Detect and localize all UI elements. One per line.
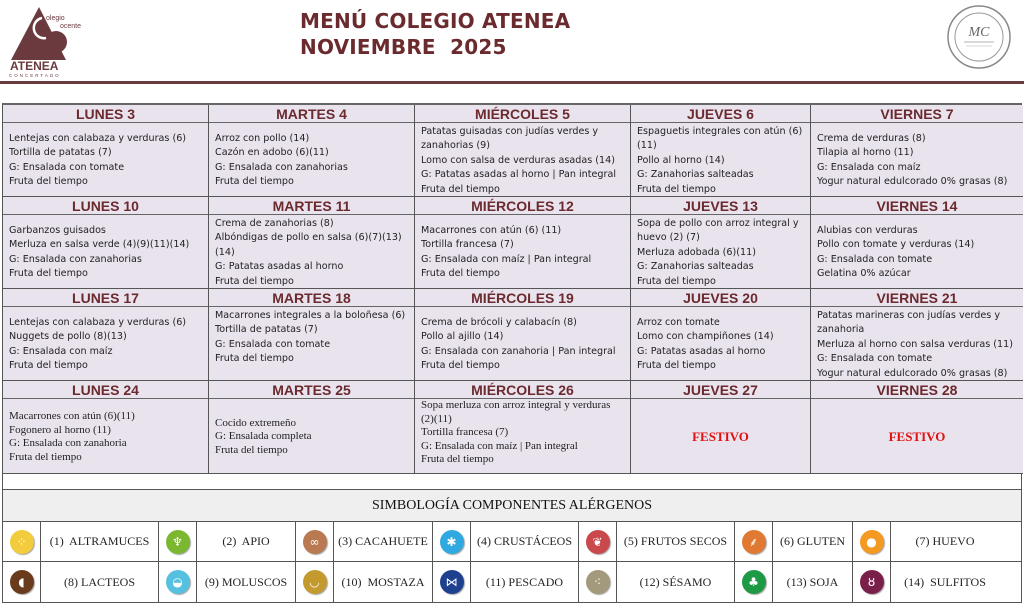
week-row xyxy=(3,197,1021,289)
allergen-label: (13) SOJA xyxy=(773,562,853,602)
meal-item: Cazón en adobo (6)(11) xyxy=(215,147,329,159)
allergen-label: (4) CRUSTÁCEOS xyxy=(471,522,579,561)
meal-item: Merluza adobada (6)(11) xyxy=(637,246,756,258)
day-header: MARTES 18 xyxy=(209,289,414,307)
sulfites-icon: ȣ xyxy=(860,570,884,594)
day-cell xyxy=(631,105,811,197)
day-header: JUEVES 20 xyxy=(631,289,810,307)
day-header: MARTES 11 xyxy=(209,197,414,215)
holiday-label: FESTIVO xyxy=(888,428,946,444)
day-header: VIERNES 14 xyxy=(811,197,1023,215)
meal-item: Tortilla francesa (7) xyxy=(421,426,509,438)
page-header xyxy=(0,0,1024,82)
day-header: JUEVES 6 xyxy=(631,105,810,123)
meal-item: Fruta del tiempo xyxy=(215,443,288,456)
svg-text:ATENEA: ATENEA xyxy=(10,59,59,73)
lupin-icon: ⁘ xyxy=(10,530,34,554)
day-cell xyxy=(811,105,1023,197)
meal-item: Lomo con salsa de verduras asadas (14) xyxy=(421,154,615,166)
day-cell xyxy=(209,105,415,197)
week-row xyxy=(3,105,1021,197)
school-logo xyxy=(6,4,86,78)
allergen-label: (3) CACAHUETE xyxy=(334,522,433,561)
day-meals xyxy=(415,215,630,288)
day-header: MIÉRCOLES 5 xyxy=(415,105,630,123)
meal-item: G: Ensalada con maíz | Pan integral xyxy=(421,439,578,452)
sesame-icon: ⁖ xyxy=(586,570,610,594)
meal-item: G: Zanahorias salteadas xyxy=(637,169,754,181)
meal-item: Merluza en salsa verde (4)(9)(11)(14) xyxy=(9,239,190,251)
meal-item: Espaguetis integrales con atún (6) (11) xyxy=(637,126,803,152)
day-header: JUEVES 13 xyxy=(631,197,810,215)
allergen-row xyxy=(3,522,1021,562)
meal-item: Tilapia al horno (11) xyxy=(817,147,914,159)
menu-title: MENÚ COLEGIO ATENEA xyxy=(300,9,571,33)
meal-item: Tortilla francesa (7) xyxy=(421,239,514,251)
day-cell xyxy=(209,381,415,474)
peanut-icon: ∞ xyxy=(303,530,327,554)
nut-icon: ❦ xyxy=(586,530,610,554)
meal-item: G: Zanahorias salteadas xyxy=(637,261,754,273)
day-cell xyxy=(631,197,811,289)
day-header: MIÉRCOLES 12 xyxy=(415,197,630,215)
meal-item: Patatas guisadas con judías verdes y zanahorias (9) xyxy=(421,126,599,152)
meal-item: Fruta del tiempo xyxy=(421,359,500,371)
mustard-icon: ◡ xyxy=(303,570,327,594)
celery-icon: ♆ xyxy=(166,530,190,554)
meal-item: Fruta del tiempo xyxy=(215,353,294,365)
day-header: MARTES 4 xyxy=(209,105,414,123)
allergen-label: (5) FRUTOS SECOS xyxy=(617,522,735,561)
allergen-label: (8) LACTEOS xyxy=(41,562,159,602)
shell-icon: ◒ xyxy=(166,570,190,594)
day-meals xyxy=(631,307,810,380)
meal-item: G: Patatas asadas al horno xyxy=(215,261,344,273)
meal-item: G: Ensalada con maíz xyxy=(9,345,113,357)
meal-item: G: Ensalada con tomate xyxy=(215,338,331,350)
meal-item: Tortilla de patatas (7) xyxy=(215,324,318,336)
meal-item: Fruta del tiempo xyxy=(421,267,500,279)
meal-item: Fruta del tiempo xyxy=(215,275,294,287)
day-header: LUNES 17 xyxy=(3,289,208,307)
day-cell xyxy=(631,289,811,381)
day-cell xyxy=(811,289,1023,381)
meal-item: Albóndigas de pollo en salsa (6)(7)(13)(14) xyxy=(215,232,402,258)
allergen-label: (9) MOLUSCOS xyxy=(197,562,296,602)
day-header: VIERNES 28 xyxy=(811,381,1023,399)
day-cell xyxy=(631,381,811,474)
day-cell xyxy=(811,381,1023,474)
meal-item: Fruta del tiempo xyxy=(421,453,494,465)
meal-item: Fruta del tiempo xyxy=(215,175,294,187)
egg-icon: ● xyxy=(860,530,884,554)
meal-item: Crema de zanahorias (8) xyxy=(215,218,334,229)
meal-item: G: Ensalada con tomate xyxy=(817,253,933,265)
day-meals xyxy=(209,123,414,196)
meal-item: Yogur natural edulcorado 0% grasas (8) xyxy=(817,175,1008,187)
day-header: LUNES 10 xyxy=(3,197,208,215)
day-meals xyxy=(631,215,810,288)
day-header: MIÉRCOLES 19 xyxy=(415,289,630,307)
meal-item: Gelatina 0% azúcar xyxy=(817,267,911,279)
day-meals xyxy=(811,215,1023,288)
meal-item: G: Patatas asadas al horno xyxy=(637,345,766,357)
meal-item: Patatas marineras con judías verdes y zanahoria xyxy=(817,310,1001,336)
meal-item: Tortilla de patatas (7) xyxy=(9,147,112,159)
day-cell xyxy=(811,197,1023,289)
milk-icon: ◖ xyxy=(10,570,34,594)
meal-item: Macarrones con atún (6)(11) xyxy=(9,410,135,422)
allergen-label: (10) MOSTAZA xyxy=(334,562,433,602)
svg-text:CONCERTADO: CONCERTADO xyxy=(9,73,61,78)
day-cell xyxy=(415,197,631,289)
holiday-label: FESTIVO xyxy=(692,428,749,444)
meal-item: Pollo al horno (14) xyxy=(637,154,725,166)
meal-item: G: Ensalada con zanahoria | Pan integral xyxy=(421,345,616,357)
allergen-label: (12) SÉSAMO xyxy=(617,562,735,602)
crab-icon: ✱ xyxy=(440,530,464,554)
meal-item: Macarrones con atún (6) (11) xyxy=(421,224,562,236)
allergen-legend-title: SIMBOLOGÍA COMPONENTES ALÉRGENOS xyxy=(3,490,1021,522)
allergen-label: (7) HUEVO xyxy=(915,534,975,548)
meal-item: G: Ensalada completa xyxy=(215,430,312,443)
day-meals xyxy=(811,307,1023,380)
day-header: LUNES 3 xyxy=(3,105,208,123)
meal-item: Alubias con verduras xyxy=(817,224,918,236)
meal-item: G: Ensalada con maíz | Pan integral xyxy=(421,253,592,265)
svg-text:MC: MC xyxy=(968,25,990,40)
meal-item: Fogonero al horno (11) xyxy=(9,423,111,436)
day-cell xyxy=(415,289,631,381)
meal-item: Cocido extremeño xyxy=(215,416,296,429)
meal-item: G: Ensalada con zanahorias xyxy=(215,161,348,173)
meal-item: Pollo al ajillo (14) xyxy=(421,331,504,343)
fish-icon: ⋈ xyxy=(440,570,464,594)
day-meals xyxy=(415,123,630,196)
meal-item: Lentejas con calabaza y verduras (6) xyxy=(9,316,187,328)
meal-item: G: Ensalada con zanahorias xyxy=(9,253,142,265)
week-row xyxy=(3,289,1021,381)
meal-item: G: Ensalada con zanahoria xyxy=(9,437,127,449)
header-divider xyxy=(0,81,1024,84)
meal-item: Fruta del tiempo xyxy=(9,450,82,463)
day-cell xyxy=(415,381,631,474)
meal-item: Pollo con tomate y verduras (14) xyxy=(817,239,975,251)
day-meals xyxy=(209,307,414,380)
svg-text:olegio: olegio xyxy=(46,15,65,22)
day-meals xyxy=(415,399,630,473)
menu-month: NOVIEMBRE 2025 xyxy=(300,35,507,59)
meal-item: Fruta del tiempo xyxy=(637,275,716,287)
meal-item: Crema de brócoli y calabacín (8) xyxy=(421,316,577,328)
meal-item: Sopa merluza con arroz integral y verduras (2)(11) xyxy=(421,399,611,425)
day-meals xyxy=(209,399,414,473)
day-cell xyxy=(209,289,415,381)
svg-text:ocente: ocente xyxy=(60,23,82,30)
day-meals xyxy=(415,307,630,380)
day-meals xyxy=(3,215,208,288)
day-cell xyxy=(3,105,209,197)
meal-item: Nuggets de pollo (8)(13) xyxy=(9,331,127,343)
meal-item: Garbanzos guisados xyxy=(9,224,106,236)
meal-item: G: Ensalada con tomate xyxy=(817,353,933,365)
allergen-label: (2) APIO xyxy=(197,522,296,561)
day-meals xyxy=(3,307,208,380)
meal-item: Macarrones integrales a la boloñesa (6) xyxy=(215,310,406,321)
allergen-label: (11) PESCADO xyxy=(471,562,579,602)
meal-item: Fruta del tiempo xyxy=(637,183,716,195)
day-cell xyxy=(3,197,209,289)
meal-item: G: Patatas asadas al horno | Pan integral xyxy=(421,169,617,181)
meal-item: Fruta del tiempo xyxy=(9,267,88,279)
meal-item: Fruta del tiempo xyxy=(9,359,88,371)
week-row xyxy=(3,381,1021,474)
meal-item: G: Ensalada con tomate xyxy=(9,161,125,173)
meal-item: Lomo con champiñones (14) xyxy=(637,331,774,343)
meal-item: Arroz con pollo (14) xyxy=(215,132,310,144)
day-cell xyxy=(415,105,631,197)
official-seal xyxy=(946,4,1012,70)
day-header: LUNES 24 xyxy=(3,381,208,399)
day-meals xyxy=(811,123,1023,196)
menu-title-block xyxy=(300,8,570,60)
day-cell xyxy=(3,289,209,381)
allergen-row xyxy=(3,562,1021,602)
meal-item: Merluza al horno con salsa verduras (11) xyxy=(817,338,1013,350)
day-meals xyxy=(3,123,208,196)
day-meals xyxy=(631,123,810,196)
day-header: MARTES 25 xyxy=(209,381,414,399)
allergen-label: (1) ALTRAMUCES xyxy=(41,522,159,561)
day-cell xyxy=(209,197,415,289)
spacer-row xyxy=(3,474,1021,490)
meal-item: Fruta del tiempo xyxy=(9,175,88,187)
soy-icon: ♣ xyxy=(742,570,766,594)
meal-item: G: Ensalada con maíz xyxy=(817,161,921,173)
meal-item: Fruta del tiempo xyxy=(421,183,500,195)
day-cell xyxy=(3,381,209,474)
meal-item: Crema de verduras (8) xyxy=(817,132,926,144)
menu-calendar xyxy=(2,103,1022,603)
meal-item: Arroz con tomate xyxy=(637,316,720,328)
day-header: JUEVES 27 xyxy=(631,381,810,399)
wheat-icon: ⸙ xyxy=(742,530,766,554)
day-header: VIERNES 7 xyxy=(811,105,1023,123)
day-header: VIERNES 21 xyxy=(811,289,1023,307)
meal-item: Fruta del tiempo xyxy=(637,359,716,371)
meal-item: Lentejas con calabaza y verduras (6) xyxy=(9,132,187,144)
allergen-label: (6) GLUTEN xyxy=(773,522,853,561)
meal-item: Sopa de pollo con arroz integral y huevo (2) (7) xyxy=(637,218,799,244)
meal-item: Yogur natural edulcorado 0% grasas (8) xyxy=(817,367,1008,379)
day-meals xyxy=(3,399,208,473)
allergen-label: (14) SULFITOS xyxy=(904,574,986,589)
day-header: MIÉRCOLES 26 xyxy=(415,381,630,399)
day-meals xyxy=(209,215,414,288)
